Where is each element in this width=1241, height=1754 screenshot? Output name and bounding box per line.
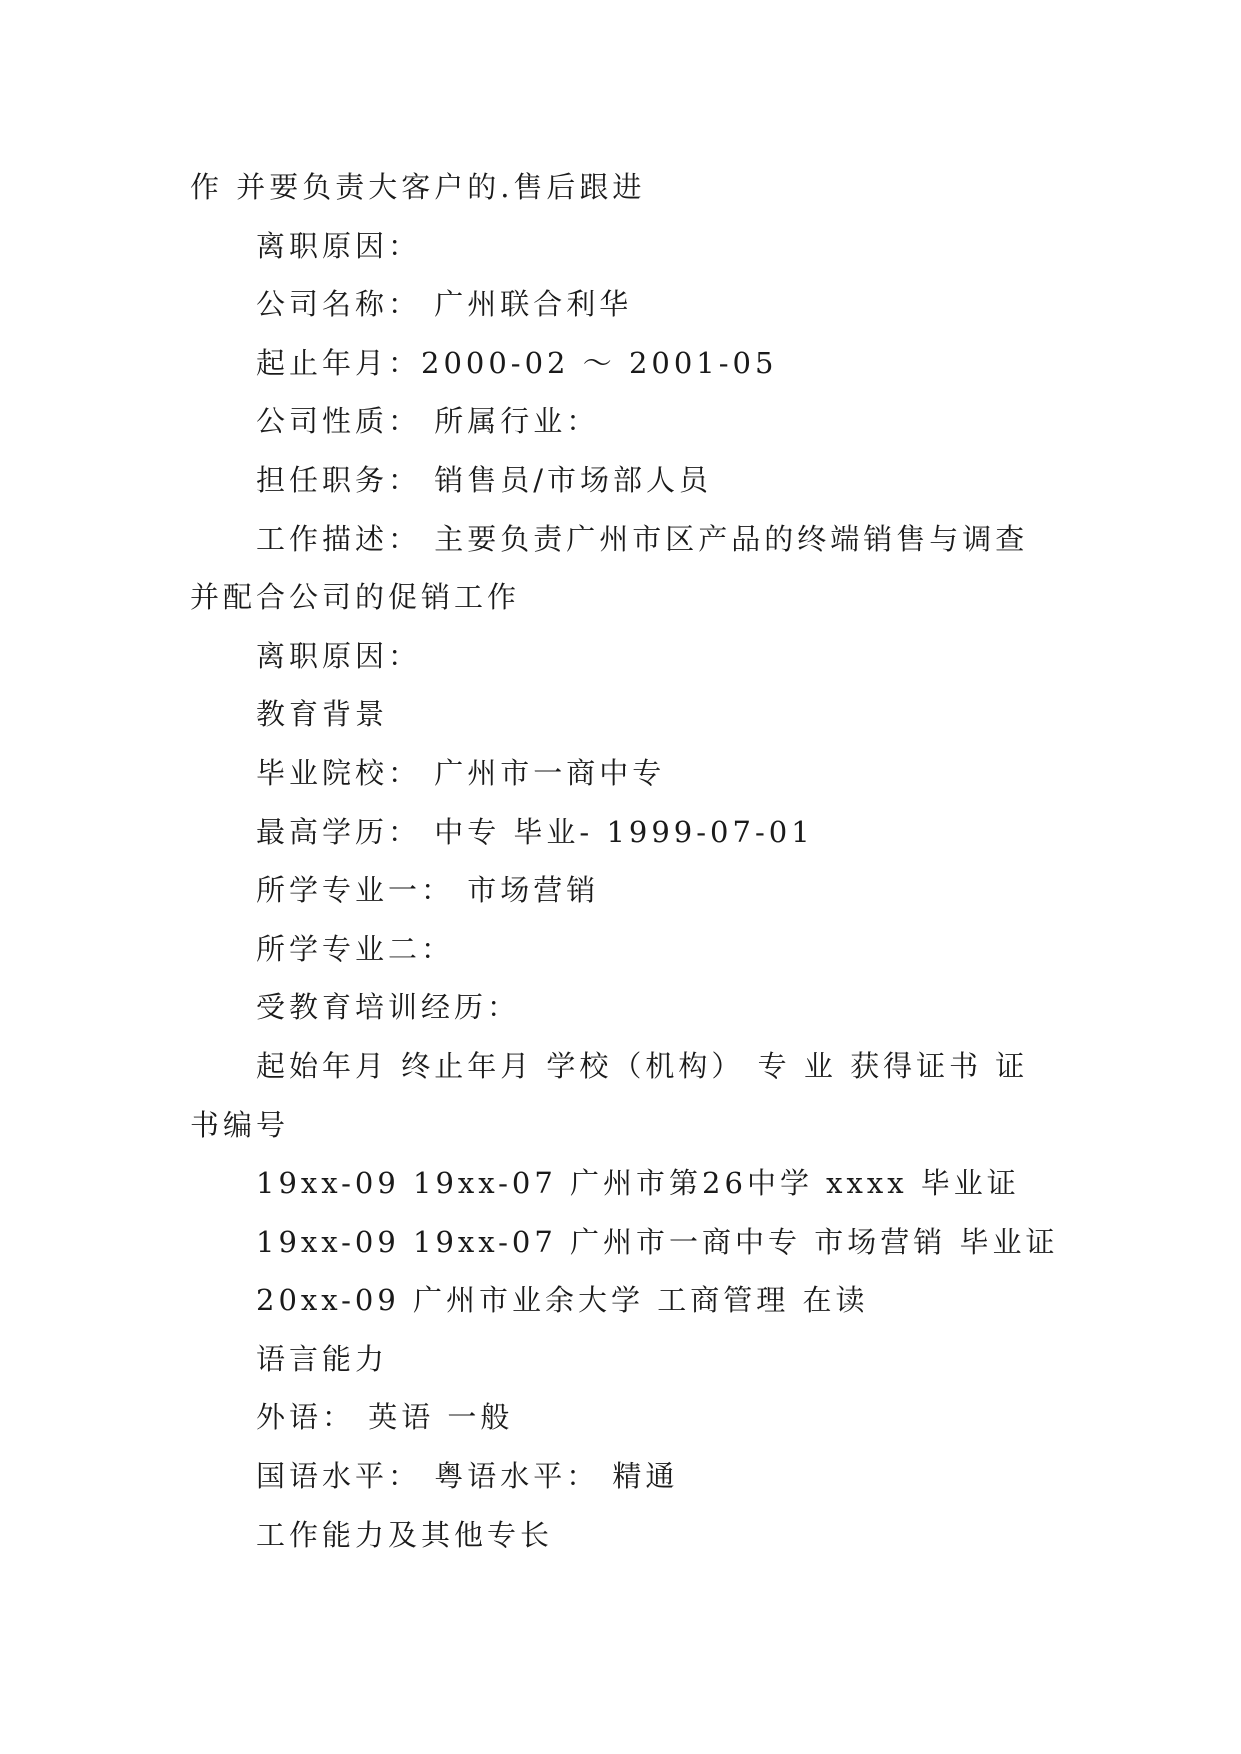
text-line: 国语水平： 粤语水平： 精通	[256, 1459, 679, 1494]
text-line: 19xx-09 19xx-07 广州市一商中专 市场营销 毕业证	[256, 1224, 1059, 1259]
text-line: 离职原因：	[256, 638, 422, 673]
text-line: 并配合公司的促销工作	[190, 580, 521, 615]
text-line: 语言能力	[256, 1341, 389, 1376]
text-line: 离职原因：	[256, 228, 422, 263]
text-line: 作 并要负责大客户的.售后跟进	[190, 170, 646, 204]
text-line: 工作能力及其他专长	[256, 1517, 554, 1552]
text-line: 公司名称： 广州联合利华	[256, 287, 633, 322]
text-line: 起始年月 终止年月 学校（机构） 专 业 获得证书 证	[256, 1048, 1029, 1083]
text-line: 19xx-09 19xx-07 广州市第26中学 xxxx 毕业证	[256, 1166, 1020, 1201]
text-line: 书编号	[190, 1107, 290, 1142]
text-line: 公司性质： 所属行业：	[256, 404, 600, 439]
text-line: 20xx-09 广州市业余大学 工商管理 在读	[256, 1283, 869, 1318]
document-body	[190, 158, 1060, 1564]
text-line: 毕业院校： 广州市一商中专	[256, 755, 666, 790]
text-line: 最高学历： 中专 毕业- 1999-07-01	[256, 814, 814, 849]
text-line: 工作描述： 主要负责广州市区产品的终端销售与调查	[256, 521, 1029, 556]
text-line: 起止年月：2000-02 ～ 2001-05	[256, 345, 778, 380]
text-line: 所学专业一： 市场营销	[256, 873, 600, 908]
text-line: 所学专业二：	[256, 931, 455, 966]
text-line: 外语： 英语 一般	[256, 1400, 514, 1435]
text-line: 教育背景	[256, 697, 389, 732]
text-line: 担任职务： 销售员/市场部人员	[256, 462, 712, 497]
text-line: 受教育培训经历：	[256, 990, 521, 1025]
